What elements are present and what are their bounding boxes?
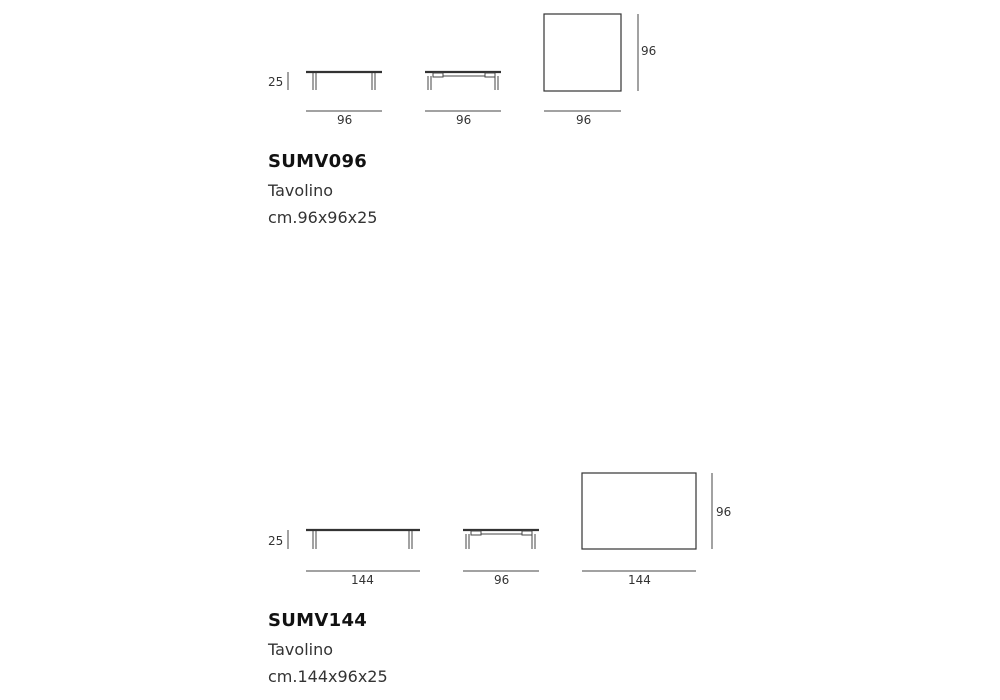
product-code: SUMV096 [268, 151, 368, 172]
height-label: 25 [268, 75, 284, 89]
product-code: SUMV144 [268, 610, 368, 631]
side-width-label: 96 [494, 573, 510, 587]
product-type: Tavolino [268, 640, 334, 659]
product-size: cm.96x96x25 [268, 208, 378, 227]
side-view [463, 530, 539, 549]
top-view [582, 473, 696, 549]
front-width-label: 144 [351, 573, 374, 587]
top-width-label: 144 [628, 573, 651, 587]
top-depth-label: 96 [641, 44, 657, 58]
top-width-label: 96 [576, 113, 592, 127]
product-type: Tavolino [268, 181, 334, 200]
top-depth-label: 96 [716, 505, 732, 519]
side-width-label: 96 [456, 113, 472, 127]
front-width-label: 96 [337, 113, 353, 127]
front-view [306, 530, 420, 549]
product-size: cm.144x96x25 [268, 667, 388, 686]
height-label: 25 [268, 534, 284, 548]
